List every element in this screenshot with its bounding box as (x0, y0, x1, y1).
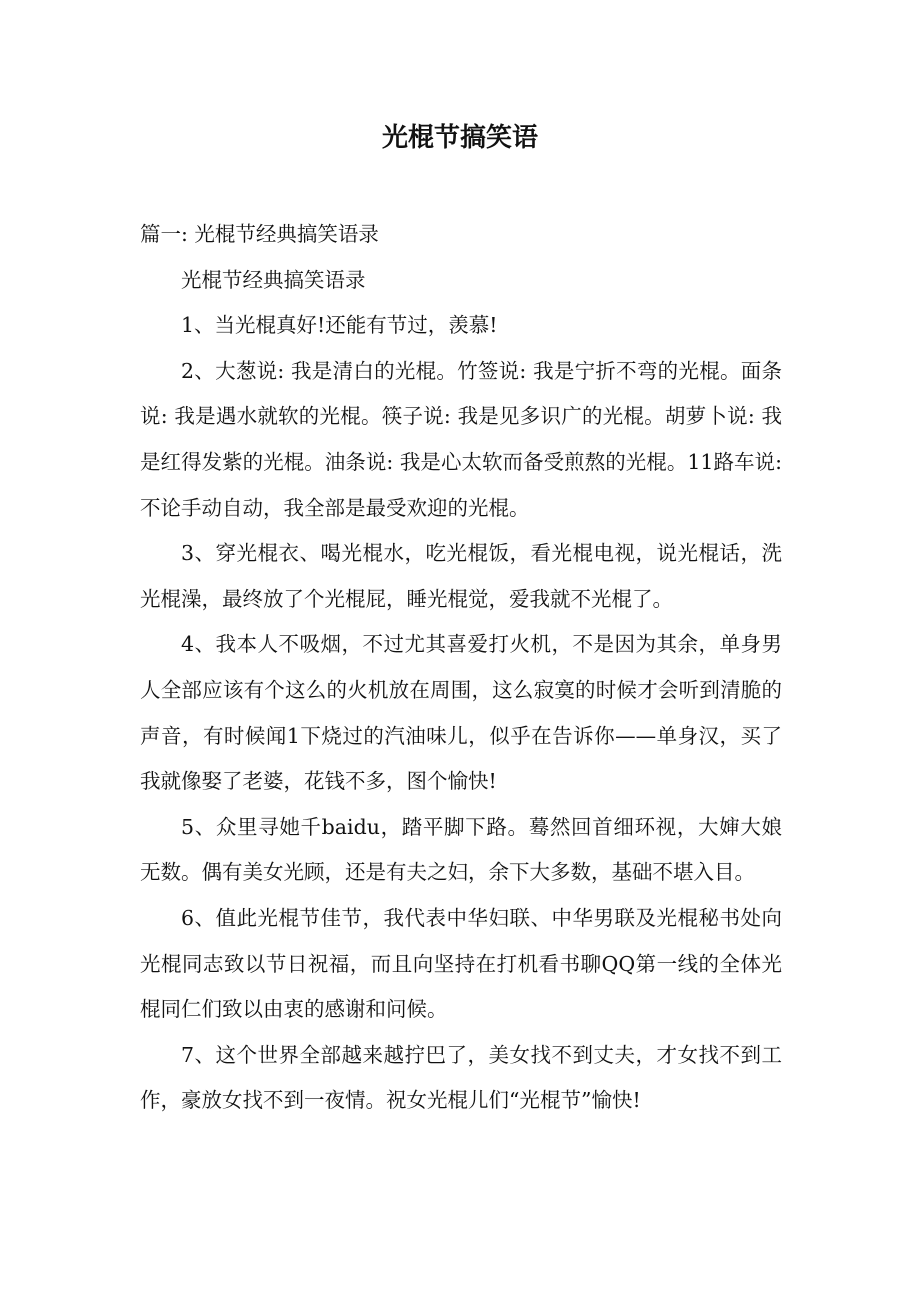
list-item: 2、大葱说: 我是清白的光棍。竹签说: 我是宁折不弯的光棍。面条说: 我是遇水就软的光棍。筷子说: 我是见多识广的光棍。胡萝卜说: 我是红得发紫的光棍。油条说: 我是心太软而备受煎熬的光棍。11路车说: 不论手动自动，我全部是最受欢迎的光棍。 (140, 358, 782, 520)
document-body (140, 212, 782, 1124)
list-item: 7、这个世界全部越来越拧巴了，美女找不到丈夫，才女找不到工作，豪放女找不到一夜情。祝女光棍儿们“光棍节”愉快! (140, 1042, 782, 1113)
subheading: 光棍节经典搞笑语录 (181, 267, 366, 292)
section-heading: 篇一: 光棍节经典搞笑语录 (140, 222, 379, 246)
list-item: 3、穿光棍衣、喝光棍水，吃光棍饭，看光棍电视，说光棍话，洗光棍澡，最终放了个光棍屁，睡光棍觉，爱我就不光棍了。 (140, 541, 782, 611)
list-item: 6、值此光棍节佳节，我代表中华妇联、中华男联及光棍秘书处向光棍同志致以节日祝福，而且向坚持在打机看书聊QQ第一线的全体光棍同仁们致以由衷的感谢和问候。 (140, 905, 782, 1022)
list-item: 5、众里寻她千baidu，踏平脚下路。蓦然回首细环视，大婶大娘无数。偶有美女光顾，还是有夫之妇，余下大多数，基础不堪入目。 (140, 814, 782, 885)
page-title: 光棍节搞笑语 (381, 123, 538, 153)
list-item: 1、当光棍真好!还能有节过，羡慕! (181, 313, 498, 338)
list-item: 4、我本人不吸烟，不过尤其喜爱打火机，不是因为其余，单身男人全部应该有个这么的火机放在周围，这么寂寞的时候才会听到清脆的声音，有时候闻1下烧过的汽油味儿，似乎在告诉你——单身汉，买了我就像娶了老婆，花钱不多，图个愉快! (140, 632, 782, 794)
